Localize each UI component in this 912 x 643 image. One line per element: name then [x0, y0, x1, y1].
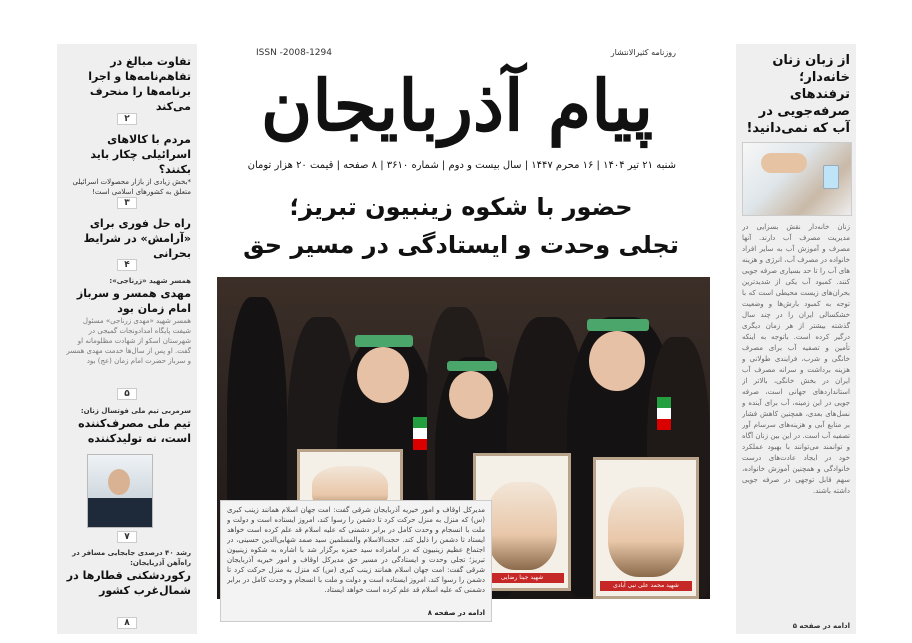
caption-text: مدیرکل اوقاف و امور خیریه آذربایجان شرقی گفت: امت جهان اسلام همانند زینب کبری (س) که منزل به منزل حرکت کرد تا دشمن را رسوا کند، امروز ایستاده است و دولت و ملت با انسجام و وحدت کامل در برابر دشمنی که علیه اسلام قد علم کرده است خواهد ایستاد تا دشمن را ذلیل کند. حجت‌الاسلام والمسلمین سید صمد شهابی‌الدین حسینی، در اجتماع عظیم زینبیون که در امامزاده سید حمزه برگزار شد با اشاره به شکوه زینبیون تبریز؛ تجلی وحدت و ایستادگی در مسیر حق مدیرکل اوقاف و امور خیریه آذربایجان شرقی گفت: امت جهان اسلام همانند زینب کبری (س) که منزل به منزل حرکت کرد تا دشمن را رسوا کند، امروز ایستاده است و دولت و ملت با انسجام و وحدت کامل در برابر دشمنی که علیه اسلام قد علم کرده است خواهد ایستاد.: [227, 506, 485, 594]
left-item-headline: رکوردشکنی قطارها در شمال‌غرب کشور: [66, 569, 191, 597]
right-column-title[interactable]: از زبان زنان خانه‌دار؛ ترفندهای صرفه‌جویی در آب که نمی‌دانید!: [746, 53, 850, 136]
left-item-headline: تفاوت مبالغ در تفاهم‌نامه‌ها و اجرا برنامه‌ها را منحرف می‌کند: [88, 55, 191, 113]
masthead-kicker: روزنامه کثیرالانتشار: [610, 48, 676, 57]
face-shape: [449, 371, 493, 419]
left-item-1[interactable]: [63, 54, 191, 114]
right-column: [736, 44, 856, 634]
face-shape: [108, 469, 130, 495]
left-item-5[interactable]: [63, 406, 191, 446]
left-item-summary: *بخش زیادی از بازار محصولات اسرائیلی متعلق به کشورهای اسلامی است!: [72, 178, 191, 196]
left-item-6[interactable]: [63, 548, 191, 598]
face-shape: [589, 331, 645, 391]
page-ref-badge: ۷: [57, 532, 197, 542]
martyr-portrait-caption: شهید جینا رضایی: [480, 573, 565, 583]
water-saving-photo: [742, 142, 852, 216]
left-item-headline: مردم با کالاهای اسرائیلی چکار باید بکنند؟: [90, 133, 191, 176]
hand-shape: [761, 153, 807, 173]
left-item-2[interactable]: [63, 132, 191, 197]
martyr-portrait-frame: [593, 457, 699, 599]
photo-caption: [220, 500, 492, 622]
dateline: شنبه ۲۱ تیر ۱۴۰۴ | ۱۶ محرم ۱۴۴۷ | سال بیست و دوم | شماره ۳۶۱۰ | ۸ صفحه | قیمت ۲۰ هزار تومان: [247, 160, 676, 171]
iran-flag-icon: [413, 417, 427, 451]
coach-photo: [87, 454, 153, 528]
page-ref-badge: ۵: [57, 389, 197, 399]
face-shape: [357, 347, 409, 403]
left-item-kicker: رشد ۴۰ درصدی جابجایی مسافر در راه‌آهن آذربایجان:: [72, 549, 191, 567]
newspaper-logo: پیام آذربایجان: [260, 64, 654, 147]
left-item-kicker: سرمربی تیم ملی فوتسال زنان:: [80, 407, 191, 415]
page-ref-badge: ۳: [57, 198, 197, 208]
left-column: [57, 44, 197, 634]
glass-shape: [823, 165, 839, 189]
main-headline[interactable]: [232, 188, 690, 264]
martyr-portrait-caption: شهید محمد علی نبی آبادی: [600, 581, 692, 591]
page-ref-badge: ۲: [57, 114, 197, 124]
iran-flag-icon: [657, 397, 671, 431]
headband-shape: [355, 335, 413, 347]
left-item-3[interactable]: [63, 216, 191, 261]
right-column-more[interactable]: ادامه در صفحه ۵: [792, 622, 850, 630]
page-ref-badge: ۴: [57, 260, 197, 270]
caption-more[interactable]: ادامه در صفحه ۸: [427, 609, 485, 617]
left-item-kicker: همسر شهید «زرناجی»:: [109, 277, 191, 285]
left-item-summary: همسر شهید «مهدی زرناجی» مسئول شیفت پایگاه امدادونجات گمیجی در شهرستان اسکو از شهادت مظلومانه او گفت. او پس از سال‌ها خدمت مهدی همسر و سرباز حضرت امام زمان (عج) بود: [66, 317, 191, 365]
headband-shape: [587, 319, 649, 331]
page-ref-badge: ۸: [57, 618, 197, 628]
left-item-headline: تیم ملی مصرف‌کننده است، نه تولیدکننده: [78, 417, 191, 445]
issn: ISSN -2008-1294: [256, 48, 332, 58]
right-column-body: زنان خانه‌دار نقش بسزایی در مدیریت مصرف آب دارند. آنها مصرف و آموزش آب به سایر افراد خانواده در مصرف آب، انرژی و هزینه های آب را تا حد بسیاری صرفه جویی کنند. کمبود آب یکی از شدیدترین بحران‌های زیست محیطی است که با توجه به کمبود بارش‌ها و وضعیت خشکسالی ایران را در چند سال گذشته بیشتر از هر زمان دیگری درگیر کرده است. باتوجه به اینکه تأمین و تصفیه آب برای مصرف خانگی و شرب، فرایندی طولانی و هزینه برداشت و سرانه مصرف آب ایران در بخش خانگی، بالاتر از استانداردهای جهانی است، صرفه جویی در این زمینه، آب برای آینده و نسل‌های بعدی، همچنین کاهش فشار بر منابع آبی و هزینه‌های سرسام آور تصفیه آب است. در این بین زنان آگاه و توانمند می‌توانند با بهبود عملکرد خود در ایجاد عادت‌های درست خانوادگی و همچنین آموزش خانواده، سهم قابل توجهی در صرفه جویی داشته باشند.: [742, 223, 850, 495]
left-item-4[interactable]: [63, 276, 191, 366]
headband-shape: [447, 361, 497, 371]
left-item-headline: راه حل فوری برای «آرامش» در شرایط بحرانی: [83, 217, 191, 260]
headline-line-1: حضور با شکوه زینبیون تبریز؛: [289, 193, 633, 221]
left-item-headline: مهدی همسر و سرباز امام زمان بود: [76, 287, 191, 315]
headline-line-2: تجلی وحدت و ایستادگی در مسیر حق: [243, 231, 679, 259]
